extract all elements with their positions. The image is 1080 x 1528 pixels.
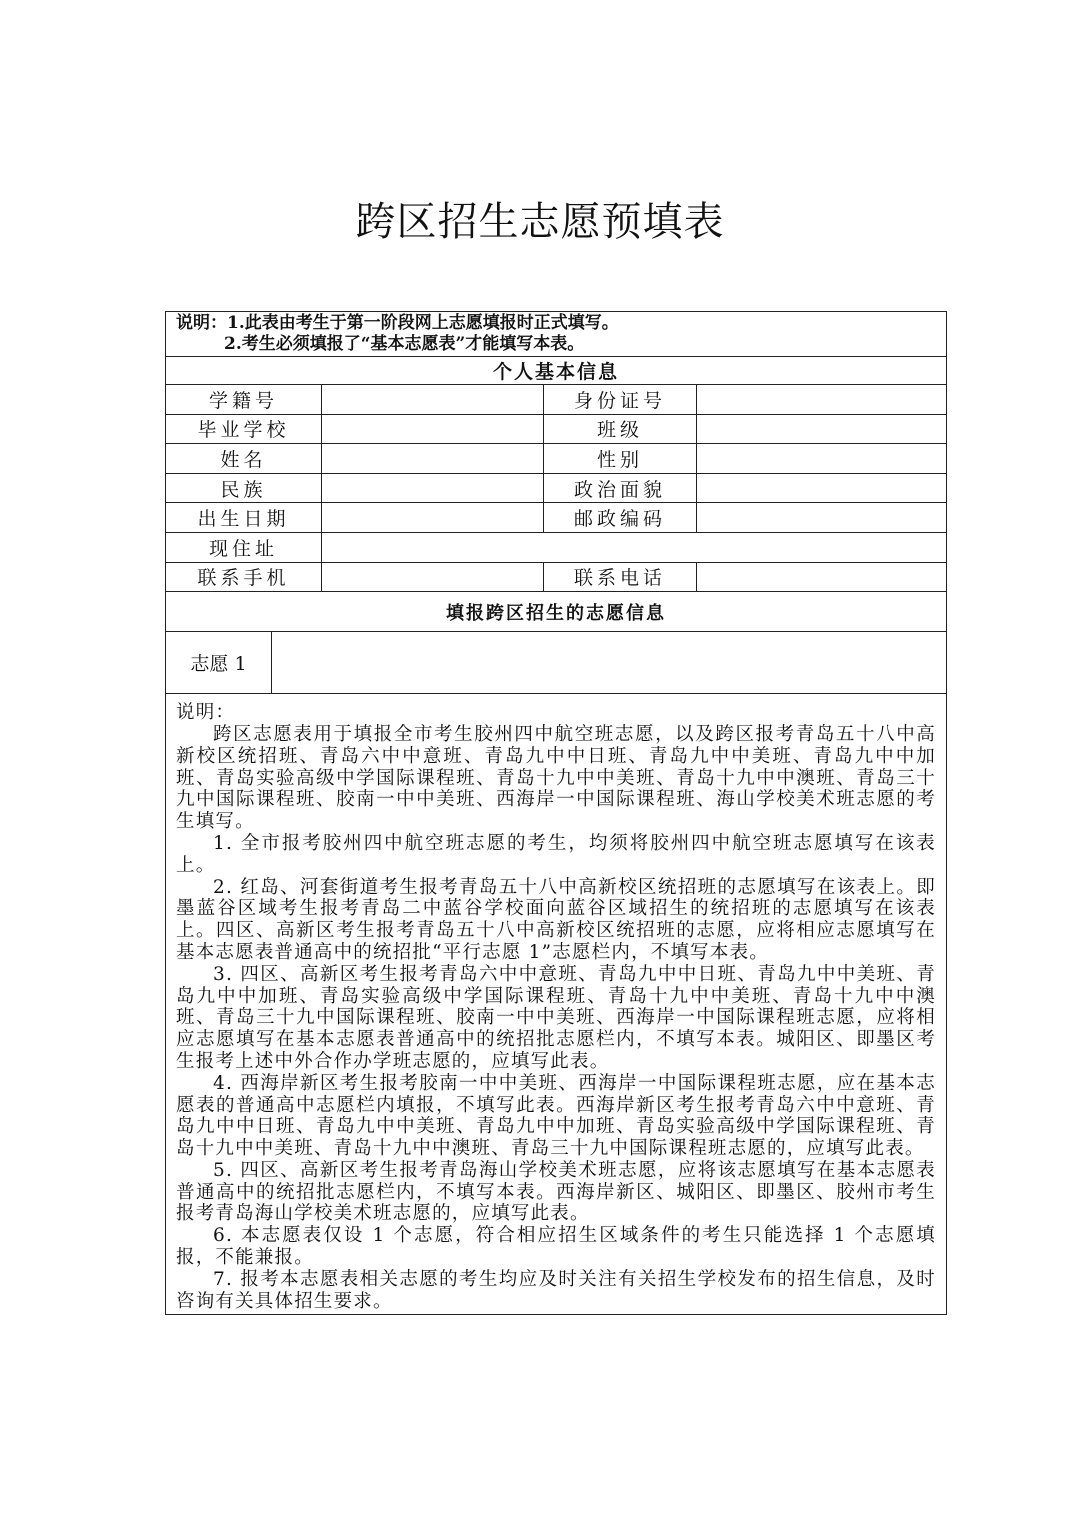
label-wish-1: 志愿 1 [166,632,272,693]
label-address: 现住址 [166,532,322,562]
explanation-item-7: 7. 报考本志愿表相关志愿的考生均应及时关注有关招生学校发布的招生信息，及时咨询有关具体招生要求。 [176,1268,936,1312]
note-line-2: 2.考生必须填报了“基本志愿表”才能填写本表。 [224,334,585,354]
wish-1-field[interactable] [272,632,946,693]
label-gender: 性别 [544,444,697,474]
birth-date-field[interactable] [322,503,544,533]
label-id-card: 身份证号 [544,385,697,415]
form-notes-row [166,312,947,357]
gender-field[interactable] [697,444,947,474]
postal-code-field[interactable] [697,503,947,533]
label-phone: 联系电话 [544,562,697,592]
explanation-item-2: 2. 红岛、河套街道考生报考青岛五十八中高新校区统招班的志愿填写在该表上。即墨蓝谷区域考生报考青岛二中蓝谷学校面向蓝谷区域招生的统招班的志愿填写在该表上。四区、高新区考生报考青岛五十八中高新校区统招班的志愿，应将相应志愿填写在基本志愿表普通高中的统招批“平行志愿 1”志愿栏内，不填写本表。 [176,876,936,963]
page-title: 跨区招生志愿预填表 [355,199,725,245]
label-student-id: 学籍号 [166,385,322,415]
explanation-item-5: 5. 四区、高新区考生报考青岛海山学校美术班志愿，应将该志愿填写在基本志愿表普通高中的统招批志愿栏内，不填写本表。西海岸新区、城阳区、即墨区、胶州市考生报考青岛海山学校美术班志愿的，应填写此表。 [176,1159,936,1225]
explanation-section [166,694,947,1315]
address-field[interactable] [322,532,947,562]
application-form-table [165,311,947,1315]
explanation-item-1: 1. 全市报考胶州四中航空班志愿的考生，均须将胶州四中航空班志愿填写在该表上。 [176,832,936,876]
personal-info-heading: 个人基本信息 [166,357,947,385]
label-school: 毕业学校 [166,414,322,444]
form-notes [166,312,947,357]
label-name: 姓名 [166,444,322,474]
wish-info-heading: 填报跨区招生的志愿信息 [166,592,947,632]
label-political-status: 政治面貌 [544,473,697,503]
label-birth-date: 出生日期 [166,503,322,533]
student-id-field[interactable] [322,385,544,415]
phone-field[interactable] [697,562,947,592]
explanation-heading: 说明： [176,702,236,724]
explanation-item-6: 6. 本志愿表仅设 1 个志愿，符合相应招生区域条件的考生只能选择 1 个志愿填报，不能兼报。 [176,1225,936,1269]
label-ethnicity: 民族 [166,473,322,503]
political-status-field[interactable] [697,473,947,503]
mobile-field[interactable] [322,562,544,592]
school-field[interactable] [322,414,544,444]
id-card-field[interactable] [697,385,947,415]
class-field[interactable] [697,414,947,444]
explanation-item-4: 4. 西海岸新区考生报考胶南一中中美班、西海岸一中国际课程班志愿，应在基本志愿表的普通高中志愿栏内填报，不填写此表。西海岸新区考生报考青岛六中中意班、青岛九中中日班、青岛九中中美班、青岛九中中加班、青岛实验高级中学国际课程班、青岛十九中中美班、青岛十九中中澳班、青岛三十九中国际课程班志愿的，应填写此表。 [176,1072,936,1160]
ethnicity-field[interactable] [322,473,544,503]
label-postal-code: 邮政编码 [544,503,697,533]
label-mobile: 联系手机 [166,562,322,592]
explanation-item-3: 3. 四区、高新区考生报考青岛六中中意班、青岛九中中日班、青岛九中中美班、青岛九中中加班、青岛实验高级中学国际课程班、青岛十九中中美班、青岛十九中中澳班、青岛三十九中国际课程班、胶南一中中美班、西海岸一中国际课程班志愿，应将相应志愿填写在基本志愿表普通高中的统招批志愿栏内，不填写本表。城阳区、即墨区考生报考上述中外合作办学班志愿的，应填写此表。 [176,963,936,1072]
name-field[interactable] [322,444,544,474]
note-line-1: 说明：1.此表由考生于第一阶段网上志愿填报时正式填写。 [176,313,619,333]
label-class: 班级 [544,414,697,444]
explanation-paragraph: 跨区志愿表用于填报全市考生胶州四中航空班志愿，以及跨区报考青岛五十八中高新校区统招班、青岛六中中意班、青岛九中中日班、青岛九中中美班、青岛九中中加班、青岛实验高级中学国际课程班、青岛十九中中美班、青岛十九中中澳班、青岛三十九中国际课程班、胶南一中中美班、西海岸一中国际课程班、海山学校美术班志愿的考生填写。 [176,723,936,833]
